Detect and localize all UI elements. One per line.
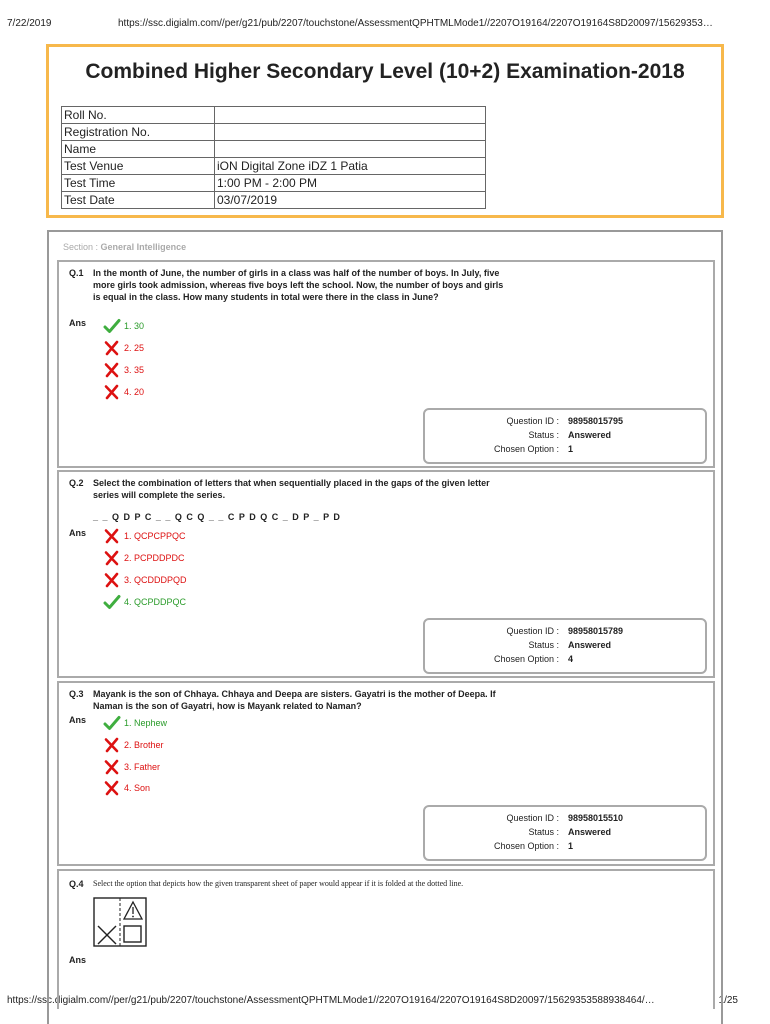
- option-text: 4. Son: [124, 783, 151, 793]
- option-text: 2. Brother: [124, 740, 164, 750]
- info-value: 1:00 PM - 2:00 PM: [215, 175, 486, 192]
- info-label: Roll No.: [62, 107, 215, 124]
- info-row: [62, 192, 486, 209]
- option-4: [103, 384, 144, 400]
- meta-key: Status :: [528, 827, 559, 837]
- section-prefix: Section :: [63, 242, 99, 252]
- section-name: General Intelligence: [100, 242, 187, 252]
- option-3: [103, 759, 160, 775]
- question-text: Mayank is the son of Chhaya. Chhaya and Deepa are sisters. Gayatri is the mother of Deepa. If Naman is the son of Gayatri, how is Mayank related to Naman?: [93, 689, 496, 711]
- option-text: 4. 20: [124, 387, 145, 397]
- option-3: [103, 362, 144, 378]
- cross-icon: [103, 384, 121, 400]
- question-text: Select the option that depicts how the given transparent sheet of paper would appear if it is folded at the dotted line.: [93, 879, 464, 888]
- section-container: [47, 230, 723, 1024]
- question-id: 98958015795: [568, 416, 624, 426]
- cross-icon: [103, 550, 121, 566]
- option-text: 2. 25: [124, 343, 145, 353]
- meta-key: Chosen Option :: [493, 841, 559, 851]
- info-label: Name: [62, 141, 215, 158]
- option-text: 3. QCDDDPQD: [124, 575, 187, 585]
- option-4: [103, 780, 150, 796]
- option-2: [103, 550, 185, 566]
- cross-icon: [103, 572, 121, 588]
- question-meta: [423, 618, 707, 674]
- info-label: Test Time: [62, 175, 215, 192]
- status-row: [425, 640, 705, 654]
- chosen-option: 1: [568, 841, 574, 851]
- option-text: 3. 35: [124, 365, 145, 375]
- option-2: [103, 737, 164, 753]
- option-text: 2. PCPDDPDC: [124, 553, 185, 563]
- meta-key: Chosen Option :: [493, 444, 559, 454]
- info-label: Test Date: [62, 192, 215, 209]
- check-icon: [103, 715, 121, 731]
- check-icon: [103, 318, 121, 334]
- meta-key: Question ID :: [506, 416, 559, 426]
- option-text: 3. Father: [124, 762, 161, 772]
- meta-key: Question ID :: [506, 626, 559, 636]
- question-card-1: [57, 260, 715, 468]
- footer-url[interactable]: https://ssc.digialm.com//per/g21/pub/2207/touchstone/AssessmentQPHTMLMode1//2207O19164/2207O19164S8D20097/15629353588938464/…: [7, 995, 655, 1006]
- option-1: [103, 528, 186, 544]
- option-text: 1. QCPCPPQC: [124, 531, 186, 541]
- cross-icon: [103, 759, 121, 775]
- info-value: [215, 141, 486, 158]
- question-id-row: [425, 416, 705, 430]
- question-number: Q.3: [69, 689, 84, 699]
- option-text: 4. QCPDDPQC: [124, 597, 187, 607]
- ans-label: Ans: [69, 715, 87, 725]
- question-id: 98958015789: [568, 626, 624, 636]
- option-4: [103, 594, 186, 610]
- info-row: [62, 158, 486, 175]
- question-card-3: [57, 681, 715, 866]
- info-label: Registration No.: [62, 124, 215, 141]
- question-id-row: [425, 626, 705, 640]
- chosen-option-row: [425, 654, 705, 668]
- section-label: [63, 242, 186, 252]
- folding-paper-figure: [93, 897, 149, 949]
- meta-key: Status :: [528, 430, 559, 440]
- question-number: Q.2: [69, 478, 84, 488]
- question-number: Q.1: [69, 268, 84, 278]
- exam-title: Combined Higher Secondary Level (10+2) Examination-2018: [85, 60, 685, 83]
- cross-icon: [103, 362, 121, 378]
- status-row: [425, 430, 705, 444]
- option-text: 1. Nephew: [124, 718, 168, 728]
- exam-header: [46, 44, 724, 218]
- chosen-option: 1: [568, 444, 574, 454]
- letter-series: _ _ Q D P C _ _ Q C Q _ _ C P D Q C _ D P _ P D: [93, 512, 341, 522]
- question-meta: [423, 408, 707, 464]
- info-row: [62, 175, 486, 192]
- meta-key: Status :: [528, 640, 559, 650]
- question-text: In the month of June, the number of girls in a class was half of the number of boys. In July, five more girls took admission, whereas five boys left the school. Now, the number of boys and girls is equal in the class. How many students in total were there in the class in June?: [93, 268, 504, 302]
- question-card-4: [57, 869, 715, 1009]
- question-id: 98958015510: [568, 813, 624, 823]
- question-id-row: [425, 813, 705, 827]
- chosen-option-row: [425, 841, 705, 855]
- ans-label: Ans: [69, 318, 87, 328]
- info-row: [62, 124, 486, 141]
- question-text: Select the combination of letters that when sequentially placed in the gaps of the given letter series will complete the series.: [93, 478, 490, 500]
- cross-icon: [103, 737, 121, 753]
- info-value: [215, 107, 486, 124]
- info-row: [62, 107, 486, 124]
- info-value: [215, 124, 486, 141]
- info-value: 03/07/2019: [215, 192, 486, 209]
- print-date: 7/22/2019: [7, 18, 52, 29]
- status-value: Answered: [568, 640, 612, 650]
- ans-label: Ans: [69, 955, 87, 965]
- info-label: Test Venue: [62, 158, 215, 175]
- status-value: Answered: [568, 430, 612, 440]
- chosen-option: 4: [568, 654, 574, 664]
- header-url[interactable]: https://ssc.digialm.com//per/g21/pub/2207/touchstone/AssessmentQPHTMLMode1//2207O19164/2207O19164S8D20097/15629353…: [118, 18, 713, 29]
- meta-key: Chosen Option :: [493, 654, 559, 664]
- candidate-info-table: [61, 106, 486, 209]
- option-2: [103, 340, 144, 356]
- option-1: [103, 318, 144, 334]
- info-row: [62, 141, 486, 158]
- option-1: [103, 715, 167, 731]
- cross-icon: [103, 780, 121, 796]
- chosen-option-row: [425, 444, 705, 458]
- page-number: 1/25: [718, 995, 738, 1006]
- status-row: [425, 827, 705, 841]
- cross-icon: [103, 528, 121, 544]
- status-value: Answered: [568, 827, 612, 837]
- question-meta: [423, 805, 707, 861]
- question-card-2: [57, 470, 715, 678]
- option-3: [103, 572, 187, 588]
- info-value: iON Digital Zone iDZ 1 Patia: [215, 158, 486, 175]
- cross-icon: [103, 340, 121, 356]
- option-text: 1. 30: [124, 321, 145, 331]
- ans-label: Ans: [69, 528, 87, 538]
- question-number: Q.4: [69, 879, 84, 889]
- meta-key: Question ID :: [506, 813, 559, 823]
- check-icon: [103, 594, 121, 610]
